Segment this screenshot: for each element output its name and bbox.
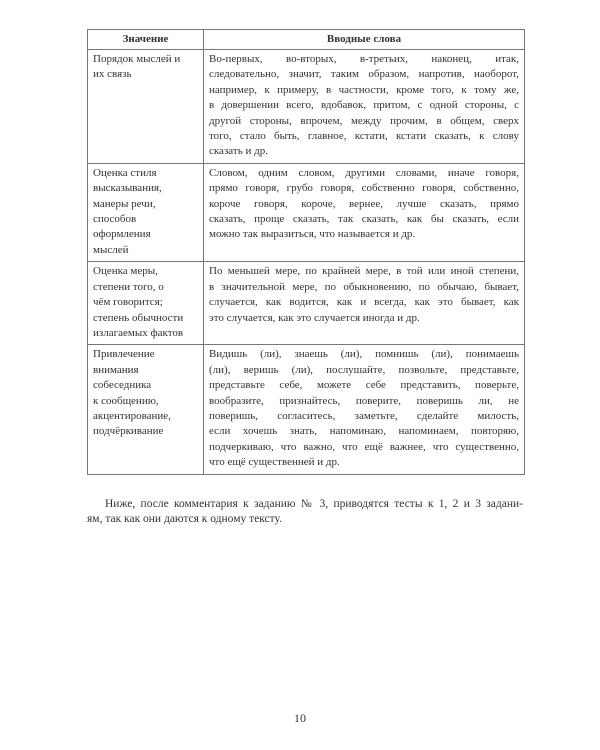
text-line: акцентирование, — [93, 409, 171, 422]
intro-words-table — [87, 29, 525, 475]
table-row — [88, 345, 525, 474]
text-line: представьте себе, можете себе представить, поверьте, — [209, 379, 519, 392]
text-line: в довершении всего, вдобавок, притом, с одной стороны, с — [209, 99, 519, 112]
body-paragraph — [87, 497, 523, 528]
meaning-cell — [88, 345, 204, 474]
text-line: следовательно, значит, таким образом, напротив, наоборот, — [209, 68, 519, 81]
text-line: внимания — [93, 363, 139, 376]
meaning-cell — [88, 50, 204, 164]
text-line: Оценка стиля — [93, 166, 157, 179]
intro-words-cell — [204, 163, 525, 261]
table-row — [88, 262, 525, 345]
text-line: в значительной мере, по обыкновению, по обычаю, бывает, — [209, 280, 519, 293]
text-line: степени того, о — [93, 280, 164, 293]
text-line: что ещё существенней и др. — [209, 456, 340, 469]
header-meaning: Значение — [88, 30, 204, 50]
text-line: степень обычности — [93, 311, 184, 324]
text-line: излагаемых фактов — [93, 326, 184, 339]
text-line: можно так выразиться, что называется и др. — [209, 228, 416, 241]
text-line: другой стороны, впрочем, между прочим, в общем, сверх — [209, 114, 519, 127]
text-line: мыслей — [93, 243, 129, 256]
text-line: подчёркивание — [93, 425, 164, 438]
meaning-cell — [88, 163, 204, 261]
text-line: вообразите, признайтесь, поверите, поверишь ли, не — [209, 394, 519, 407]
table-row — [88, 163, 525, 261]
intro-words-cell — [204, 50, 525, 164]
text-line: (ли), веришь (ли), послушайте, позвольте, представьте, — [209, 363, 519, 376]
text-line: По меньшей мере, по крайней мере, в той или иной степени, — [209, 265, 519, 278]
text-line: подчеркиваю, что важно, что ещё важнее, что существенно, — [209, 440, 519, 453]
text-line: к сообщению, — [93, 394, 159, 407]
text-line: прямо говоря, грубо говоря, собственно говоря, собственно, — [209, 182, 519, 195]
text-line: Во-первых, во-вторых, в-третьих, наконец, итак, — [209, 53, 519, 65]
meaning-cell — [88, 262, 204, 345]
intro-words-cell — [204, 262, 525, 345]
page-number: 10 — [294, 711, 306, 725]
text-line: короче говоря, короче, вернее, лучше сказать, прямо — [209, 197, 519, 210]
text-line: сказать, проще сказать, так сказать, как бы сказать, если — [209, 213, 519, 226]
text-line: Оценка меры, — [93, 265, 158, 278]
text-line: сказать и др. — [209, 145, 268, 158]
table-row — [88, 50, 525, 164]
text-line: если хочешь знать, напоминаю, напоминаем, повторяю, — [209, 425, 519, 438]
text-line: оформления — [93, 228, 151, 241]
intro-words-cell — [204, 345, 525, 474]
text-line: ям, так как они даются к одному тексту. — [87, 512, 282, 525]
text-line: собеседника — [93, 379, 152, 392]
text-line: Привлечение — [93, 348, 155, 361]
text-line: Видишь (ли), знаешь (ли), помнишь (ли), понимаешь — [209, 348, 519, 361]
text-line: того, стало быть, главное, кстати, кстати сказать, к слову — [209, 130, 519, 143]
text-line: поверишь, согласитесь, заметьте, сделайте милость, — [209, 409, 519, 422]
text-line: Словом, одним словом, другими словами, иначе говоря, — [209, 166, 519, 179]
text-line: чём говорится; — [93, 296, 163, 309]
table-header-row — [88, 30, 525, 50]
text-line: манеры речи, — [93, 197, 156, 210]
text-line: Порядок мыслей и — [93, 53, 181, 65]
text-line: это случается, как это случается иногда и др. — [209, 311, 420, 324]
page-content — [87, 29, 525, 527]
header-intro-words: Вводные слова — [204, 30, 525, 50]
text-line: способов — [93, 213, 137, 226]
text-line: Ниже, после комментария к заданию № 3, приводятся тесты к 1, 2 и 3 задани- — [105, 497, 523, 510]
text-line: случается, как водится, как и всегда, как это бывает, как — [209, 296, 519, 309]
text-line: например, к примеру, в частности, кроме того, к тому же, — [209, 83, 519, 96]
text-line: их связь — [93, 68, 132, 81]
text-line: высказывания, — [93, 182, 162, 195]
